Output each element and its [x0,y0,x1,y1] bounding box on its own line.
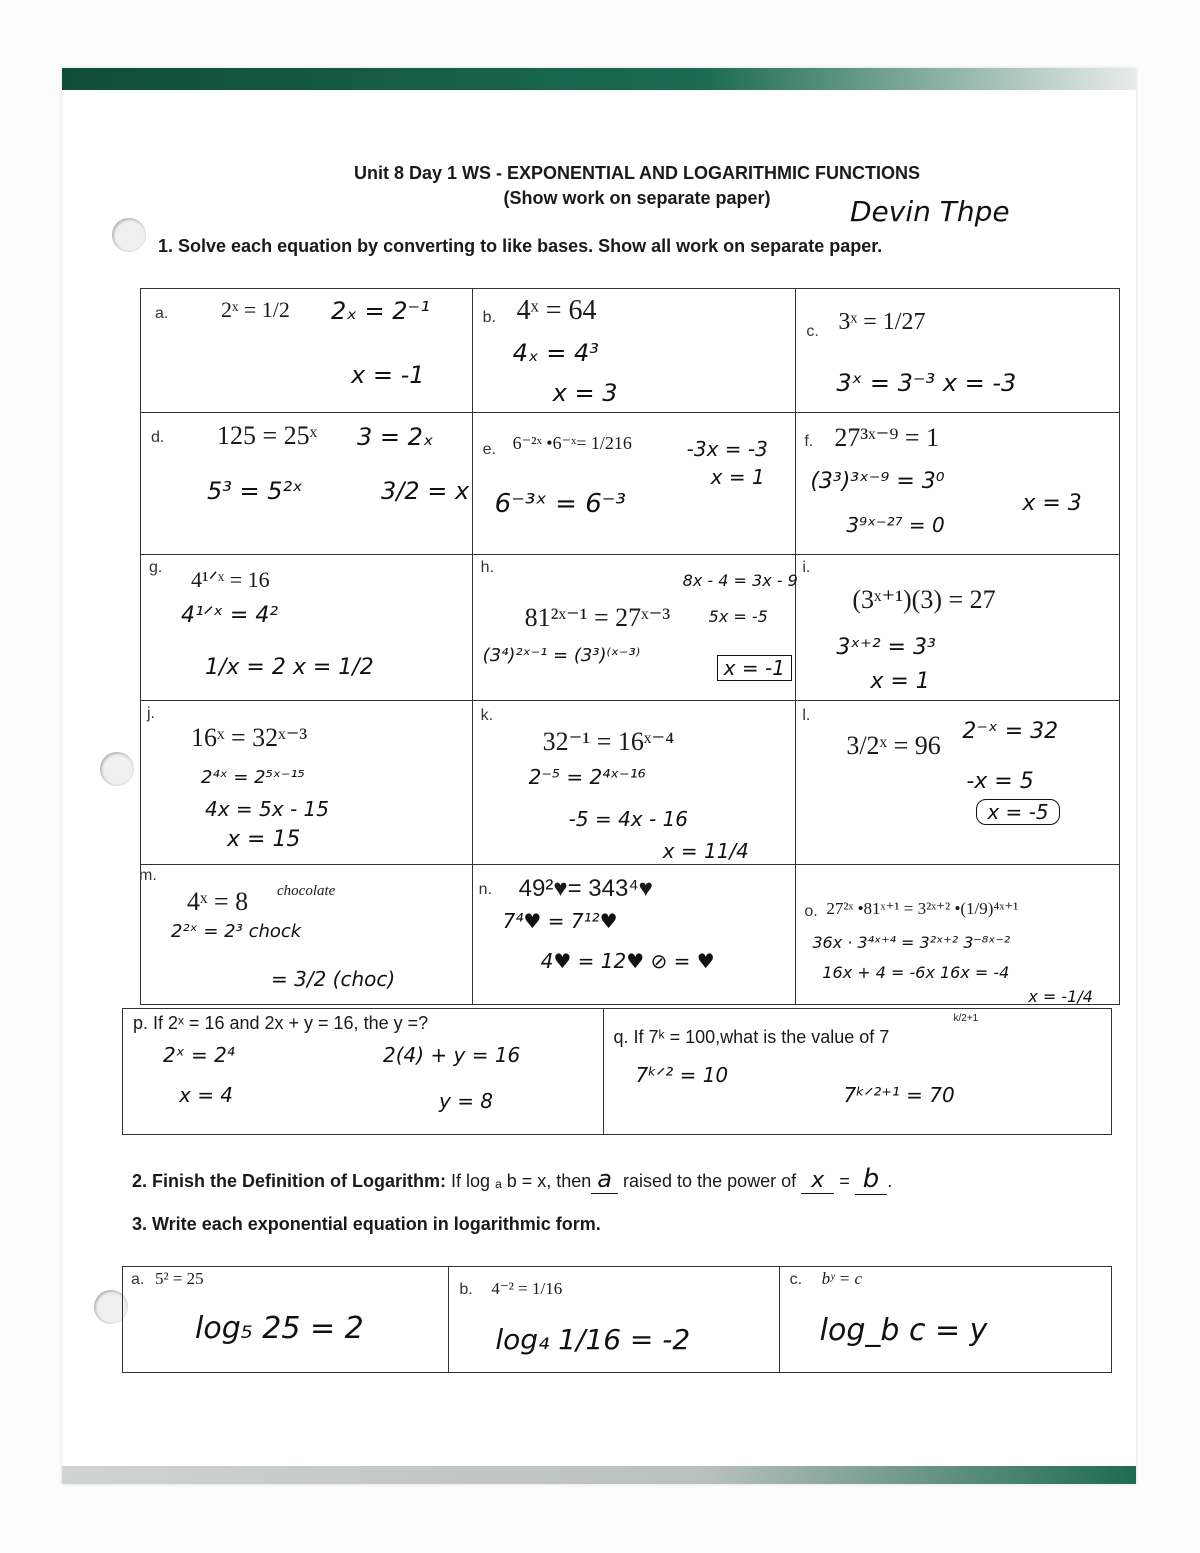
question-1-pq-row: p. If 2ˣ = 16 and 2x + y = 16, the y =? 2ˣ = 2⁴ x = 4 2(4) + y = 16 y = 8 q. If 7ᵏ = 100,what is the value of 7 k/2+1 7ᵏᐟ² = 10 7ᵏᐟ²⁺¹ = 70 [122,1008,1112,1135]
page-subtitle: (Show work on separate paper) [503,188,771,208]
blank-result[interactable]: b [855,1164,888,1195]
top-edge-band [62,68,1136,90]
question-3-prompt: 3. Write each exponential equation in logarithmic form. [132,1214,601,1234]
blank-exponent[interactable]: x [801,1168,834,1194]
question-3-grid: a. 5² = 25 log₅ 25 = 2 b. 4⁻² = 1/16 log₄ 1/16 = -2 c. bʸ = c log_b c = y [122,1266,1112,1373]
question-1-prompt: 1. Solve each equation by converting to like bases. Show all work on separate paper. [158,236,883,256]
bottom-edge-band [62,1466,1136,1484]
student-name: Devin Thpe [850,195,1010,228]
hole-punch [112,218,146,252]
question-1-grid: a. 2ˣ = 1/2 2ₓ = 2⁻¹ x = -1 b. 4ˣ = 64 4ₓ = 4³ x = 3 c. 3ˣ = 1/27 3ˣ = 3⁻³ x = -3 d. 125 = 25ˣ 3 = 2ₓ 5³ = 5²ˣ 3/2 = x e. 6⁻²ˣ •6⁻ˣ= 1/216 -3x = -3 x = 1 6⁻³ˣ = 6⁻³ f. 27³ˣ⁻⁹ = 1 (3³)³ˣ⁻⁹ = 3⁰ x = 3 3⁹ˣ⁻²⁷ = 0 g. 4¹ᐟˣ = 16 4¹ᐟˣ = 4² 1/x = 2 x = 1/2 h. 8x - 4 = 3x - 9 81²ˣ⁻¹ = 27ˣ⁻³ 5x = -5 (3⁴)²ˣ⁻¹ = (3³)⁽ˣ⁻³⁾ x = -1 i. (3ˣ⁺¹)(3) = 27 3ˣ⁺² = 3³ x = 1 j. 16ˣ = 32ˣ⁻³ 2⁴ˣ = 2⁵ˣ⁻¹⁵ 4x = 5x - 15 x = 15 k. 32⁻¹ = 16ˣ⁻⁴ 2⁻⁵ = 2⁴ˣ⁻¹⁶ -5 = 4x - 16 x = 11/4 l. 3/2ˣ = 96 2⁻ˣ = 32 -x = 5 x = -5 m. 4ˣ = 8 chocolate 2²ˣ = 2³ chock = 3/2 (choc) n. 49²♥= 343⁴♥ 7⁴♥ = 7¹²♥ 4♥ = 12♥ ⊘ = ♥ o. 27²ˣ •81ˣ⁺¹ = 3²ˣ⁺² •(1/9)⁴ˣ⁺¹ 36x · 3⁴ˣ⁺⁴ = 3²ˣ⁺² 3⁻⁸ˣ⁻² 16x + 4 = -6x 16x = -4 x = -1/4 [140,288,1120,1005]
question-2-prompt: 2. Finish the Definition of Logarithm: [132,1171,446,1191]
hole-punch [100,752,134,786]
blank-base[interactable]: a [591,1165,618,1194]
page-title: Unit 8 Day 1 WS - EXPONENTIAL AND LOGARITHMIC FUNCTIONS [353,163,921,183]
question-2: 2. Finish the Definition of Logarithm: If log ₐ b = x, then a raised to the power of x = b . [132,1164,893,1194]
